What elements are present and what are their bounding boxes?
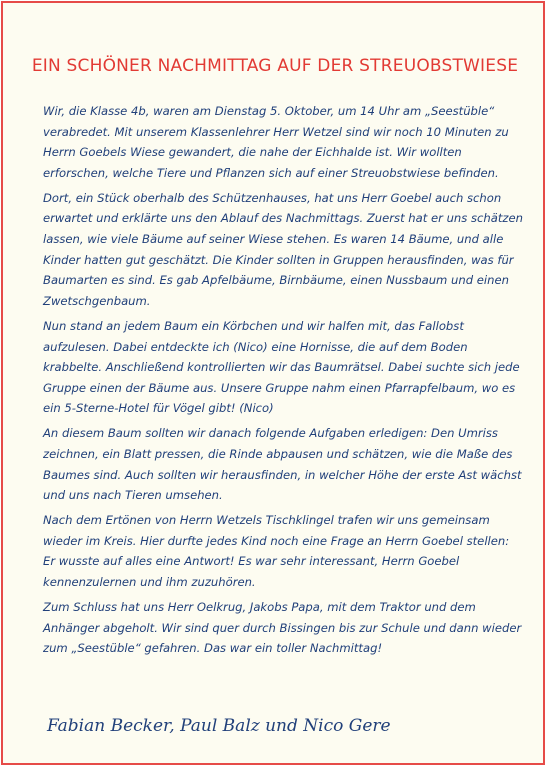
author-signature: Fabian Becker, Paul Balz und Nico Gere bbox=[47, 716, 391, 736]
paragraph: Nun stand an jedem Baum ein Körbchen und wir halfen mit, das Fallobst aufzulesen. Dabei entdeckte ich (Nico) eine Hornisse, die auf dem Boden krabbelte. Anschließend kontrollierten wir das Baumrätsel. Dabei suchte sich jede Gruppe einen der Bäume aus. Unsere Gruppe nahm einen Pfarrapfelbaum, wo es ein 5-Sterne-Hotel für Vögel gibt! (Nico) bbox=[43, 318, 520, 416]
article-title: EIN SCHÖNER NACHMITTAG AUF DER STREUOBSTWIESE bbox=[31, 56, 519, 76]
article-page bbox=[1, 1, 545, 765]
article-body bbox=[43, 101, 523, 663]
paragraph: Wir, die Klasse 4b, waren am Dienstag 5. Oktober, um 14 Uhr am „Seestüble“ verabredet. Mit unserem Klassenlehrer Herr Wetzel sind wir noch 10 Minuten zu Herrn Goebels Wiese gewandert, die nahe der Eichhalde ist. Wir wollten erforschen, welche Tiere und Pflanzen sich auf einer Streuobstwiese befinden. bbox=[43, 104, 509, 180]
paragraph: An diesem Baum sollten wir danach folgende Aufgaben erledigen: Den Umriss zeichnen, ein Blatt pressen, die Rinde abpausen und schätzen, wie die Maße des Baumes sind. Auch sollten wir herausfinden, in welcher Höhe der erste Ast wächst und uns nach Tieren umsehen. bbox=[43, 426, 522, 503]
paragraph: Zum Schluss hat uns Herr Oelkrug, Jakobs Papa, mit dem Traktor und dem Anhänger abgeholt. Wir sind quer durch Bissingen bis zur Schule und dann wieder zum „Seestüble“ gefahren. Das war ein toller Nachmittag! bbox=[43, 600, 522, 656]
paragraph: Dort, ein Stück oberhalb des Schützenhauses, hat uns Herr Goebel auch schon erwartet und erklärte uns den Ablauf des Nachmittags. Zuerst hat er uns schätzen lassen, wie viele Bäume auf seiner Wiese stehen. Es waren 14 Bäume, und alle Kinder hatten gut geschätzt. Die Kinder sollten in Gruppen herausfinden, was für Baumarten es sind. Es gab Apfelbäume, Birnbäume, einen Nussbaum und einen Zwetschgenbaum. bbox=[43, 190, 523, 308]
paragraph: Nach dem Ertönen von Herrn Wetzels Tischklingel trafen wir uns gemeinsam wieder im Kreis. Hier durfte jedes Kind noch eine Frage an Herrn Goebel stellen: Er wusste auf alles eine Antwort! Es war sehr interessant, Herrn Goebel kennenzulernen und ihm zuzuhören. bbox=[43, 513, 510, 590]
